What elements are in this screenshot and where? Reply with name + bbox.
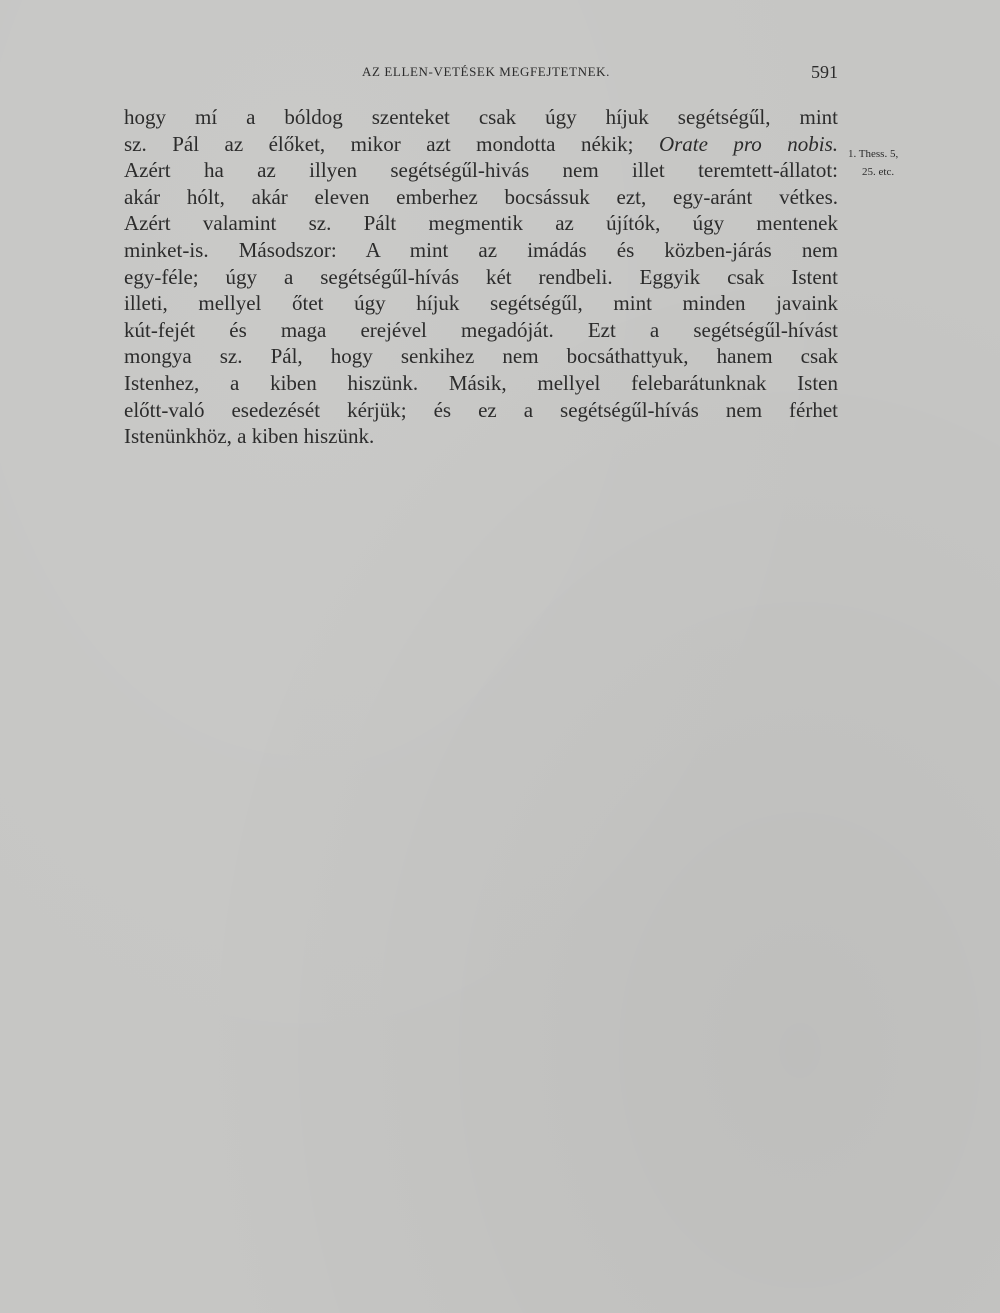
text-line: akár hólt, akár eleven emberhez bocsássuk ezt, egy-aránt vétkes. [124, 184, 838, 209]
text-line: előtt-való esedezését kérjük; és ez a segétségűl-hívás nem férhet [124, 397, 838, 422]
latin-quote: Orate pro nobis. [658, 131, 839, 156]
text-line: egy-féle; úgy a segétségűl-hívás két rendbeli. Eggyik csak Istent [124, 264, 838, 289]
text-line: hogy mí a bóldog szenteket csak úgy híjuk segétségűl, mint [124, 105, 838, 129]
margin-note [848, 145, 958, 181]
text-line: Istenhez, a kiben hiszünk. Másik, mellyel felebarátunknak Isten [124, 370, 838, 395]
text-line: Istenünkhöz, a kiben hiszünk. [124, 424, 375, 449]
body-paragraph [124, 104, 838, 450]
margin-note-line: 1. Thess. 5, [848, 148, 899, 160]
page-number: 591 [811, 62, 838, 82]
text-line: Azért valamint sz. Pált megmentik az újítók, úgy mentenek [124, 211, 838, 236]
text-line: Azért ha az illyen segétségűl-hivás nem illet teremtett-állatot: [124, 158, 838, 183]
text-line: mongya sz. Pál, hogy senkihez nem bocsáthattyuk, hanem csak [124, 344, 838, 369]
text-line: minket-is. Másodszor: A mint az imádás és közben-járás nem [124, 237, 838, 262]
margin-note-line: 25. etc. [862, 166, 895, 178]
page-header [124, 62, 838, 86]
text-line: illeti, mellyel őtet úgy híjuk segétségűl, mint minden javaink [124, 291, 838, 316]
text-line-segment: sz. Pál az élőket, mikor azt mondotta nékik; [124, 131, 634, 156]
text-line: kút-fejét és maga erejével megadóját. Ezt a segétségűl-hívást [124, 317, 838, 342]
text-line-with-quote [124, 131, 838, 158]
running-head: AZ ELLEN-VETÉSEK MEGFEJTETNEK. [362, 64, 610, 79]
